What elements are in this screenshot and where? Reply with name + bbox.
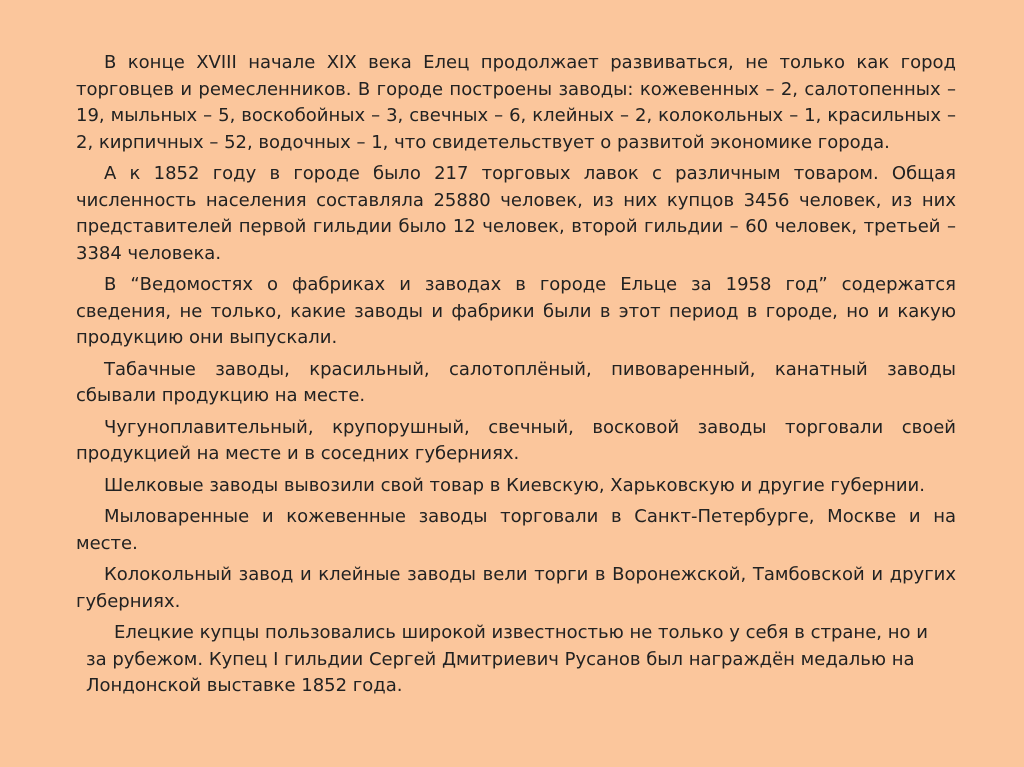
paragraph-iron-factories: Чугуноплавительный, крупорушный, свечный, восковой заводы торговали своей продукцией на месте и в соседних губерниях. xyxy=(76,416,956,464)
paragraph-vedomosti: В “Ведомостях о фабриках и заводах в городе Ельце за 1958 год” содержатся сведения, не только, какие заводы и фабрики были в этот период в городе, но и какую продукцию они выпускали. xyxy=(76,274,956,348)
paragraph-soap-factories: Мыловаренные и кожевенные заводы торговали в Санкт-Петербурге, Москве и на месте. xyxy=(76,506,956,554)
slide-text-body xyxy=(76,50,956,700)
paragraph-tobacco-factories: Табачные заводы, красильный, салотоплёный, пивоваренный, канатный заводы сбывали продукцию на месте. xyxy=(76,358,956,406)
paragraph-shops-population-1852: А к 1852 году в городе было 217 торговых лавок с различным товаром. Общая численность населения составляла 25880 человек, из них купцов 3456 человек, из них представителей первой гильдии было 12 человек, второй гильдии – 60 человек, третьей – 3384 человека. xyxy=(76,163,956,264)
paragraph-bell-factory: Колокольный завод и клейные заводы вели торги в Воронежской, Тамбовской и других губерниях. xyxy=(76,564,956,612)
paragraph-silk-factories: Шелковые заводы вывозили свой товар в Киевскую, Харьковскую и другие губернии. xyxy=(104,474,925,496)
paragraph-merchants-fame: Елецкие купцы пользовались широкой известностью не только у себя в стране, но и за рубежом. Купец I гильдии Сергей Дмитриевич Русанов был награждён медалью на Лондонской выставке 1852 года. xyxy=(86,622,928,696)
paragraph-factories-18-19c: В конце XVIII начале XIX века Елец продолжает развиваться, не только как город торговцев и ремесленников. В городе построены заводы: кожевенных – 2, салотопенных – 19, мыльных – 5, воскобойных – 3, свечных – 6, клейных – 2, колокольных – 1, красильных – 2, кирпичных – 52, водочных – 1, что свидетельствует о развитой экономике города. xyxy=(76,52,956,153)
